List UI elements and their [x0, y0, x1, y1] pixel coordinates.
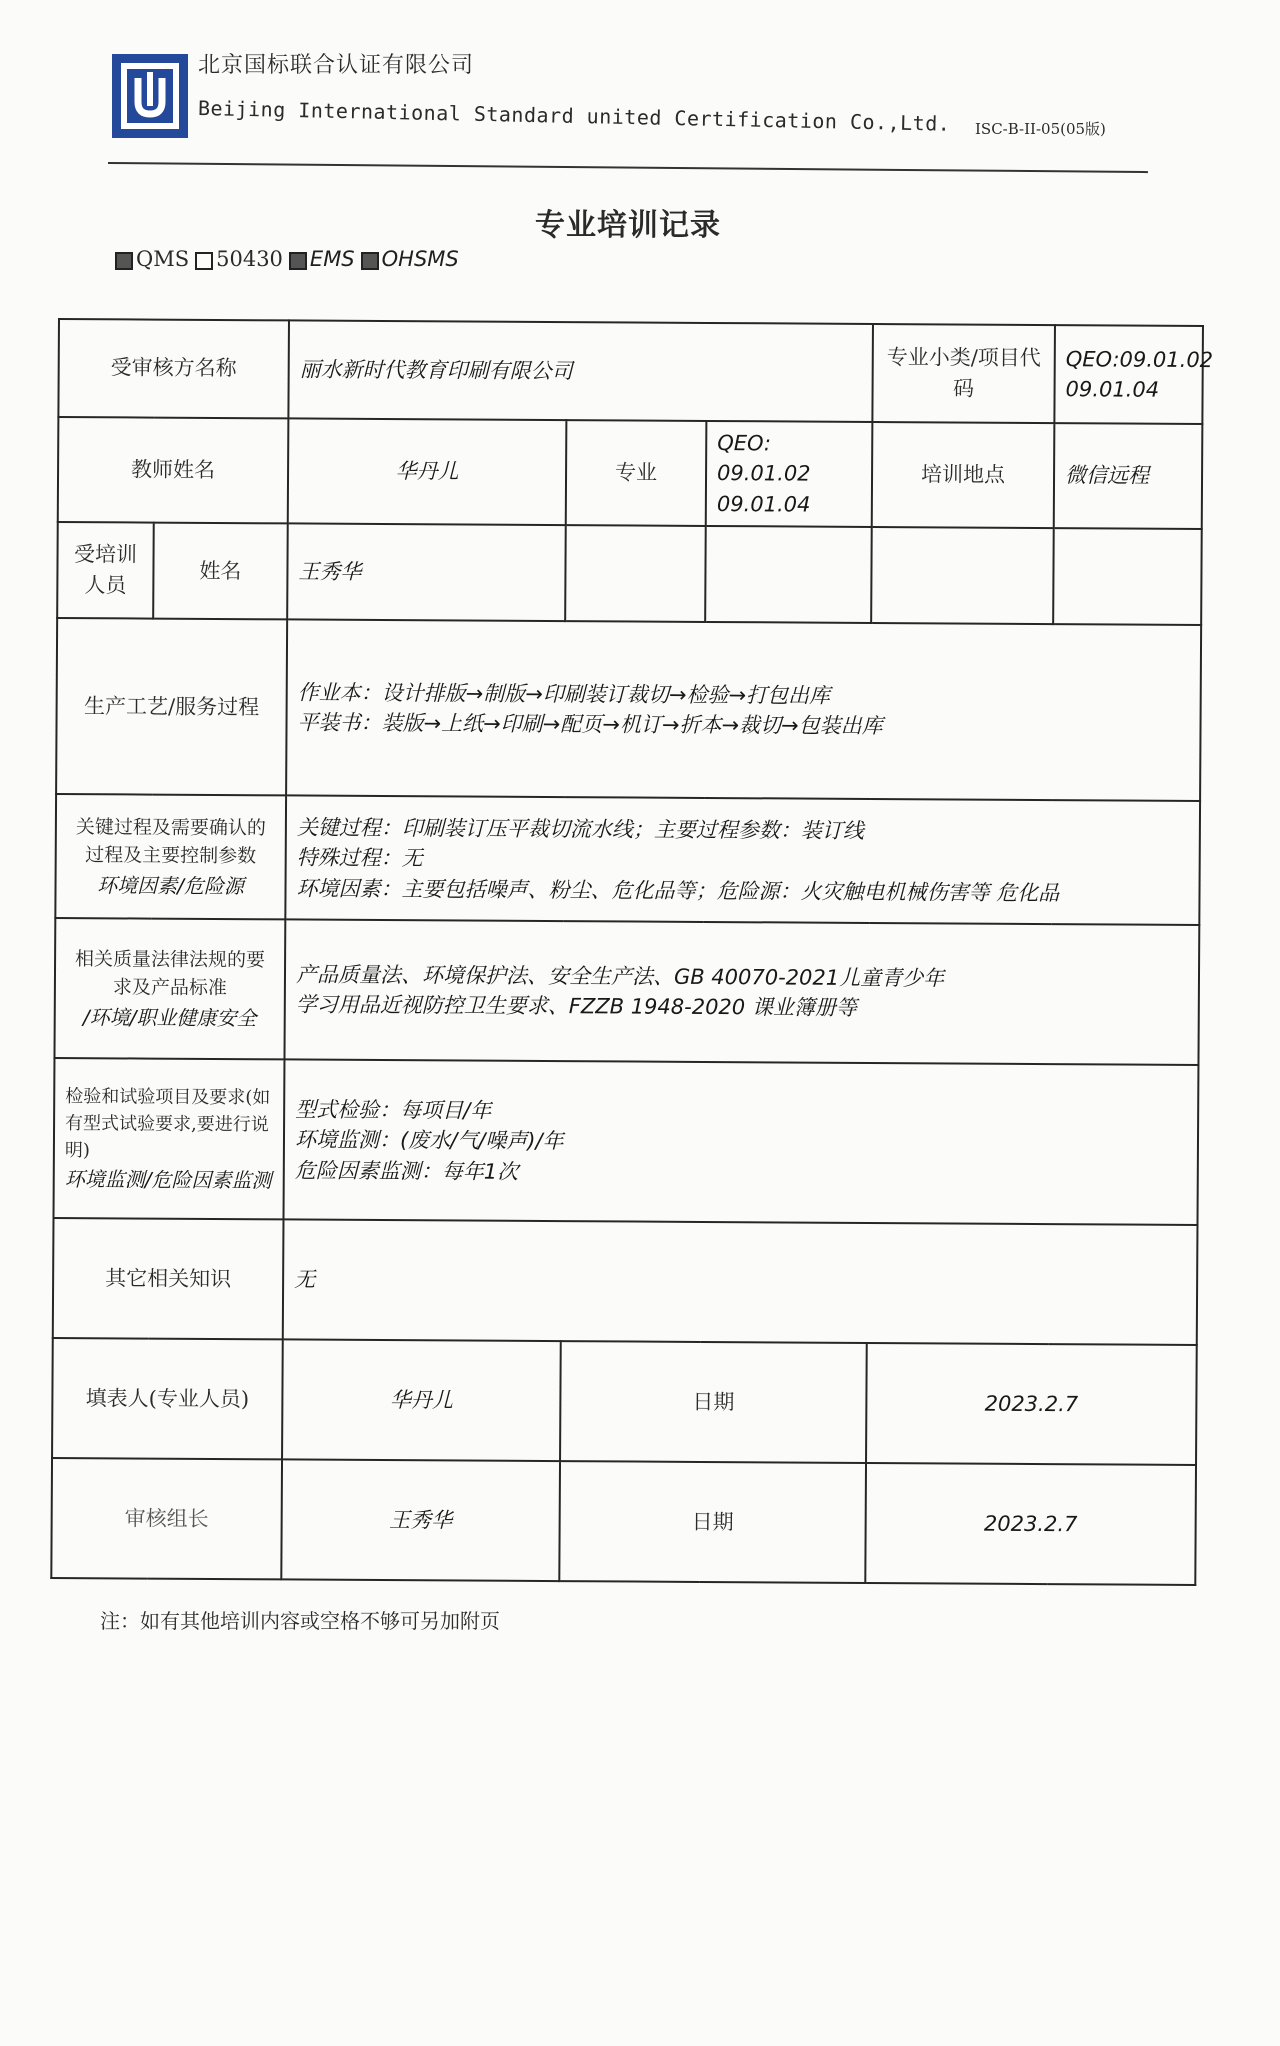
major-code-1: QEO: 09.01.02 [716, 431, 811, 487]
row-laws [54, 918, 1199, 1065]
row-leader [51, 1458, 1196, 1585]
trainee-label: 受培训人员 [57, 522, 154, 619]
other-value: 无 [283, 1220, 1198, 1346]
major-value [706, 421, 873, 527]
trainee-name-value: 王秀华 [287, 524, 566, 622]
teacher-label: 教师姓名 [58, 417, 289, 524]
trainee-cell-empty [565, 525, 706, 622]
row-teacher [58, 417, 1203, 529]
env-handwritten-note: 环境因素/危险源 [97, 873, 244, 898]
standard-ohsms[interactable]: OHSMS [361, 247, 459, 271]
standard-50430[interactable]: 50430 [195, 247, 283, 271]
other-label: 其它相关知识 [53, 1218, 284, 1339]
laws-handwritten-note: /环境/职业健康安全 [82, 1004, 257, 1031]
company-name-en: Beijing International Standard united Certification Co.,Ltd. [197, 96, 951, 136]
checkbox-checked-icon [289, 252, 307, 270]
filler-date-value: 2023.2.7 [866, 1343, 1197, 1465]
laws-label: 相关质量法律法规的要求及产品标准 /环境/职业健康安全 [54, 918, 285, 1059]
row-inspection [54, 1058, 1199, 1225]
leader-signature: 王秀华 [281, 1460, 560, 1582]
leader-date-label: 日期 [559, 1461, 866, 1583]
major-code-2: 09.01.04 [716, 491, 811, 517]
standard-qms[interactable]: QMS [115, 247, 189, 271]
row-other [53, 1218, 1198, 1345]
standards-checklist [115, 247, 459, 271]
row-filler [52, 1338, 1197, 1465]
document-code: ISC-B-II-05(05版) [975, 120, 1106, 138]
trainee-cell-empty [871, 527, 1054, 624]
leader-label: 审核组长 [51, 1458, 282, 1579]
category-value [1054, 325, 1214, 424]
trainee-cell-empty [705, 526, 872, 623]
key-process-value [285, 796, 1200, 926]
inspection-line: 环境监测：(废水/气/噪声)/年 [294, 1127, 564, 1154]
key-process-line: 特殊过程：无 [296, 845, 423, 871]
company-name-cn: 北京国标联合认证有限公司 [198, 53, 475, 78]
laws-line: 学习用品近视防控卫生要求、FZZB 1948-2020 课业簿册等 [295, 992, 857, 1021]
inspection-label: 检验和试验项目及要求(如有型式试验要求,要进行说明) 环境监测/危险因素监测 [54, 1058, 285, 1219]
key-process-line: 环境因素：主要包括噪声、粉尘、危化品等；危险源：火灾触电机械伤害等 危化品 [296, 875, 1060, 905]
row-trainee [57, 522, 1202, 625]
row-auditee [58, 319, 1203, 424]
inspection-value [283, 1060, 1198, 1226]
filler-label: 填表人(专业人员) [52, 1338, 283, 1459]
auditee-label: 受审核方名称 [58, 319, 289, 418]
laws-line: 产品质量法、环境保护法、安全生产法、GB 40070-2021儿童青少年 [295, 962, 945, 991]
filler-signature: 华丹儿 [282, 1340, 561, 1462]
checkbox-checked-icon [361, 252, 379, 270]
process-line: 平装书：装版→上纸→印刷→配页→机订→折本→裁切→包装出库 [297, 710, 883, 739]
filler-date-label: 日期 [560, 1341, 867, 1463]
category-code-2: 09.01.04 [1065, 377, 1160, 402]
trainee-name-label: 姓名 [153, 523, 288, 620]
auditee-value: 丽水新时代教育印刷有限公司 [288, 320, 873, 422]
process-label: 生产工艺/服务过程 [56, 618, 287, 795]
leader-date-value: 2023.2.7 [865, 1463, 1196, 1585]
company-logo [110, 50, 192, 142]
key-process-label: 关键过程及需要确认的过程及主要控制参数 环境因素/危险源 [55, 794, 286, 919]
location-value: 微信远程 [1054, 423, 1203, 529]
inspection-line: 型式检验：每项目/年 [295, 1097, 492, 1123]
footnote: 注：如有其他培训内容或空格不够可另加附页 [100, 1609, 500, 1633]
key-process-extra: 危化品 [996, 880, 1060, 905]
checkbox-empty-icon [195, 252, 213, 270]
location-label: 培训地点 [872, 422, 1055, 528]
row-key-process [55, 794, 1200, 925]
form-title: 专业培训记录 [535, 208, 721, 243]
header-divider [108, 162, 1148, 173]
laws-value [284, 920, 1199, 1066]
process-line: 作业本：设计排版→制版→印刷装订裁切→检验→打包出库 [297, 680, 831, 708]
inspection-handwritten-note: 环境监测/危险因素监测 [64, 1166, 272, 1193]
inspection-line: 危险因素监测：每年1次 [294, 1157, 519, 1184]
standard-ems[interactable]: EMS [289, 247, 355, 271]
teacher-value: 华丹儿 [288, 418, 567, 525]
category-code-1: QEO:09.01.02 [1065, 346, 1214, 372]
key-process-line: 关键过程：印刷装订压平裁切流水线；主要过程参数：装订线 [296, 815, 864, 843]
process-value [286, 620, 1201, 802]
checkbox-checked-icon [115, 252, 133, 270]
row-process [56, 618, 1201, 801]
training-record-table [50, 318, 1214, 1581]
major-label: 专业 [566, 420, 707, 526]
category-label: 专业小类/项目代码 [872, 324, 1055, 423]
trainee-cell-empty [1053, 528, 1202, 625]
